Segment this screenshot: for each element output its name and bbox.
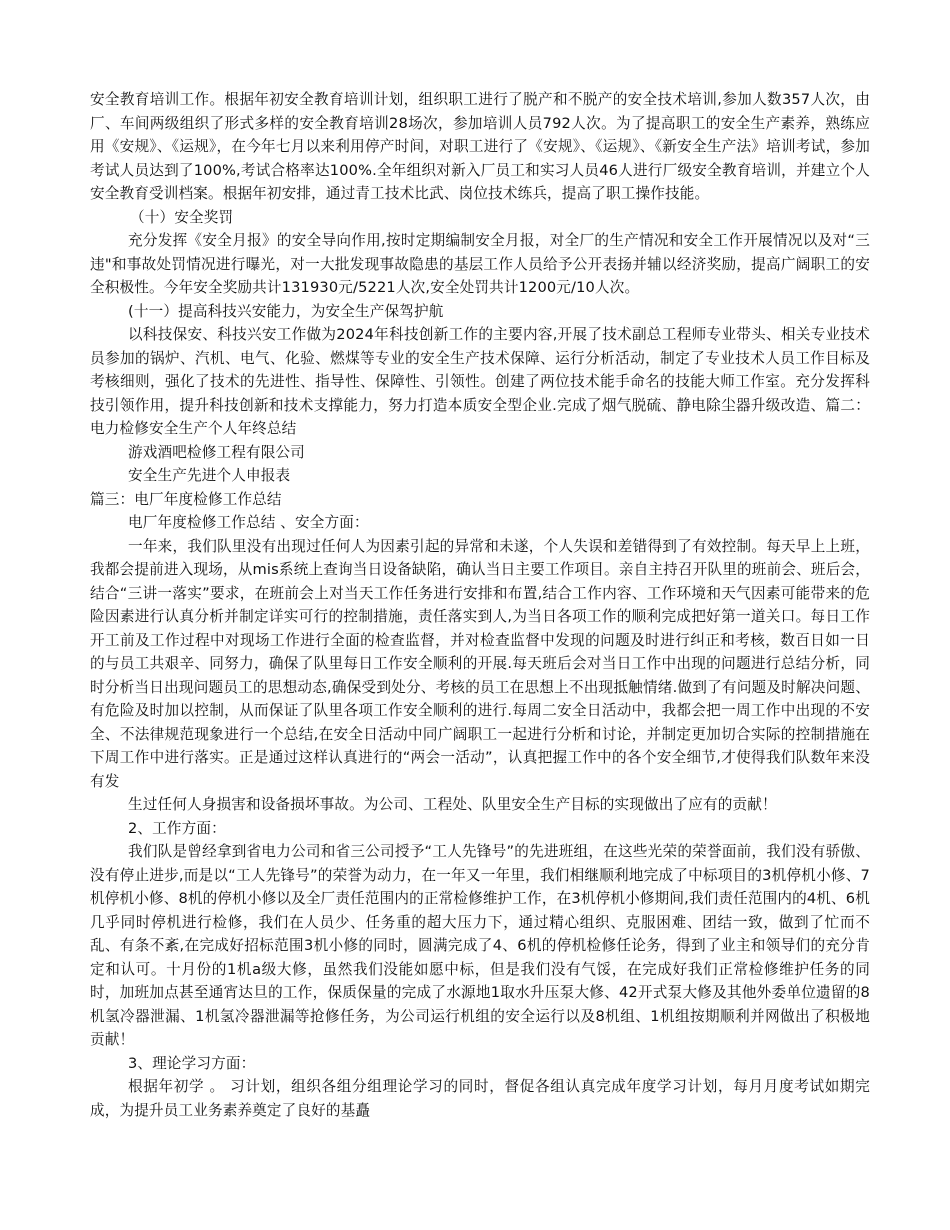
document-page (90, 88, 870, 1122)
heading-tech-safety: (十一）提高科技兴安能力，为安全生产保驾护航 (128, 302, 444, 320)
heading-safety-rewards: （十）安全奖罚 (130, 208, 234, 226)
section-heading-safety: 电厂年度检修工作总结 、安全方面： (128, 514, 369, 531)
paragraph-safety-conclusion: 生过任何人身损害和设备损坏事故。为公司、工程处、队里安全生产目标的实现做出了应有的贡献！ (128, 796, 777, 813)
paragraph-safety-rewards: 充分发挥《安全月报》的安全导向作用,按时定期编制安全月报，对全厂的生产情况和安全工作开展情况以及对“三违"和事故处罚情况进行曝光，对一大批发现事故隐患的基层工作人员给予公开表扬并辅以经济奖励，提高广阔职工的安全积极性。今年安全奖励共计131930元/5221人次,安全处罚共计1200元/10人次。 (90, 232, 870, 296)
chapter-heading: 篇三：电厂年度检修工作总结 (90, 490, 282, 508)
section-heading-work: 2、工作方面： (128, 819, 226, 837)
paragraph-safety-training: 安全教育培训工作。根据年初安全教育培训计划，组织职工进行了脱产和不脱产的安全技术培训,参加人数357人次，由厂、车间两级组织了形式多样的安全教育培训28场次，参加培训人员792人次。为了提高职工的安全生产素养，熟练应用《安规》、《运规》，在今年七月以来利用停产时间，对职工进行了《安规》、《运规》、《新安全生产法》培训考试，参加考试人员达到了100%,考试合格率达100%.全年组织对新入厂员工和实习人员46人进行厂级安全教育培训，并建立个人安全教育受训档案。根据年初安排，通过青工技术比武、岗位技术练兵，提高了职工操作技能。 (90, 91, 870, 202)
paragraph-study-aspect: 根据年初学 。 习计划，组织各组分组理论学习的同时，督促各组认真完成年度学习计划，每月月度考试如期完成，为提升员工业务素养奠定了良好的基矗 (90, 1078, 870, 1119)
form-title: 安全生产先进个人申报表 (128, 467, 291, 484)
company-name: 游戏酒吧检修工程有限公司 (128, 443, 305, 461)
paragraph-safety-aspect: 一年来，我们队里没有出现过任何人为因素引起的异常和未遂，个人失误和差错得到了有效控制。每天早上上班，我都会提前进入现场，从mis系统上查询当日设备缺陷，确认当日主要工作项目。亲自主持召开队里的班前会、班后会，结合“三讲一落实”要求，在班前会上对当天工作任务进行安排和布置,结合工作内容、工作环境和天气因素可能带来的危险因素进行认真分析并制定详实可行的控制措施，责任落实到人,为当日各项工作的顺利完成把好第一道关口。每日工作开工前及工作过程中对现场工作进行全面的检查监督，并对检查监督中发现的问题及时进行纠正和考核，数百日如一日的与员工共艰辛、同努力，确保了队里每日工作安全顺利的开展.每天班后会对当日工作中出现的问题进行总结分析，同时分析当日出现问题员工的思想动态,确保受到处分、考核的员工在思想上不出现抵触情绪.做到了有问题及时解决问题、有危险及时加以控制，从而保证了队里各项工作安全顺利的进行.每周二安全日活动中，我都会把一周工作中出现的不安全、不法律规范现象进行一个总结,在安全日活动中同广阔职工一起进行分析和讨论，并制定更加切合实际的控制措施在下周工作中进行落实。正是通过这样认真进行的“两会一活动”，认真把握工作中的各个安全细节,才使得我们队数年来没有发 (90, 537, 870, 790)
paragraph-work-aspect: 我们队是曾经拿到省电力公司和省三公司授予“工人先锋号”的先进班组，在这些光荣的荣誉面前，我们没有骄傲、没有停止进步,而是以“工人先锋号”的荣誉为动力，在一年又一年里，我们相继顺利地完成了中标项目的3机停机小修、7机停机小修、8机的停机小修以及全厂责任范围内的正常检修维护工作，在3机停机小修期间,我们责任范围内的4机、6机几乎同时停机进行检修，我们在人员少、任务重的超大压力下，通过精心组织、克服困难、团结一致，做到了忙而不乱、有条不紊,在完成好招标范围3机小修的同时，圆满完成了4、6机的停机检修任论务，得到了业主和领导们的充分肯定和认可。十月份的1机a级大修，虽然我们没能如愿中标，但是我们没有气馁，在完成好我们正常检修维护任务的同时，加班加点甚至通宵达旦的工作，保质保量的完成了水源地1取水升压泵大修、42开式泵大修及其他外委单位遗留的8机氢冷器泄漏、1机氢冷器泄漏等抢修任务，为公司运行机组的安全运行以及8机组、1机组按期顺利并网做出了积极地贡献！ (90, 843, 870, 1048)
section-heading-study: 3、理论学习方面： (128, 1054, 256, 1072)
paragraph-tech-safety: 以科技保安、科技兴安工作做为2024年科技创新工作的主要内容,开展了技术副总工程师专业带头、相关专业技术员参加的锅炉、汽机、电气、化验、燃煤等专业的安全生产技术保障、运行分析活动，制定了专业技术人员工作目标及考核细则，强化了技术的先进性、指导性、保障性、引领性。创建了两位技术能手命名的技能大师工作室。充分发挥科技引领作用，提升科技创新和技术支撑能力，努力打造本质安全型企业.完成了烟气脱硫、静电除尘器升级改造、篇二：电力检修安全生产个人年终总结 (90, 326, 870, 437)
